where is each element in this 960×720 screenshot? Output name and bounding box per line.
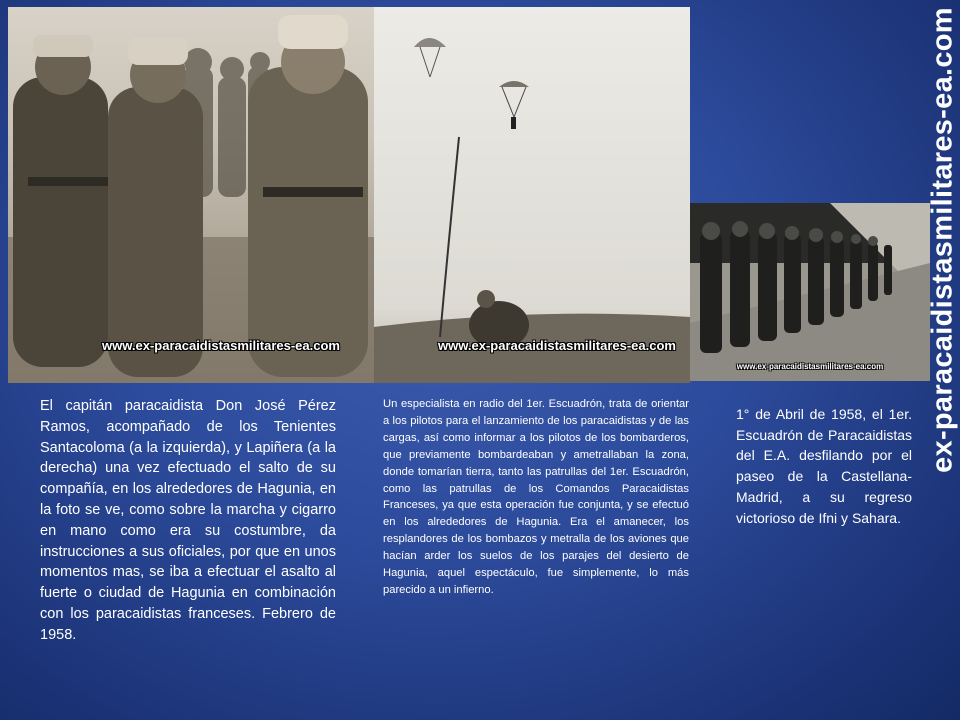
caption-radio-specialist: Un especialista en radio del 1er. Escuadrón, trata de orientar a los pilotos para el lanzamiento de los paracaidistas y de las cargas, así como informar a los pilotos de los bombarderos, que previamente bombardeaban y ametrallaban la zona, donde tomarían tierra, tanto las patrullas del 1er. Escuadrón, como las patrullas de los Comandos Paracaidistas Franceses, ya que esta operación fue conjunta, y se efectuó en los alrededores de Hagunia. Era el amanecer, los resplandores de los bombazos y metralla de los aviones que hacían arder los suelos de los parajes del desierto de Hagunia, aquel espectáculo, fue simplemente, lo más parecido a un infierno. xyxy=(383,398,689,596)
photo-radio-specialist xyxy=(374,7,690,383)
photo-watermark: www.ex-paracaidistasmilitares-ea.com xyxy=(736,362,884,371)
site-title-text: ex-paracaidistasmilitares-ea.com xyxy=(926,7,959,473)
caption-officers: El capitán paracaidista Don José Pérez Ramos, acompañado de los Tenientes Santacoloma (a la izquierda), y Lapiñera (a la derecha) una vez efectuado el salto de su compañía, en los alrededores de Hagunia, en la foto se ve, como sobre la marcha y cigarro en mano como era su costumbre, da instrucciones a sus oficiales, por que en unos momentos mas, se iba a efectuar el asalto al fuerte o ciudad de Hagunia en combinación con los paracaidistas franceses. Febrero de 1958. xyxy=(40,398,336,643)
photo-watermark: www.ex-paracaidistasmilitares-ea.com xyxy=(102,338,340,353)
parade-image xyxy=(690,203,930,381)
photo-officers-walking xyxy=(8,7,374,383)
photo-watermark: www.ex-paracaidistasmilitares-ea.com xyxy=(438,338,676,353)
officers-walking-image xyxy=(8,7,374,383)
caption-parade: 1° de Abril de 1958, el 1er. Escuadrón de Paracaidistas del E.A. desfilando por el paseo de la Castellana-Madrid, a su regreso victorioso de Ifni y Sahara. xyxy=(736,406,912,526)
radio-specialist-image xyxy=(374,7,690,383)
photo-parade xyxy=(690,203,930,381)
